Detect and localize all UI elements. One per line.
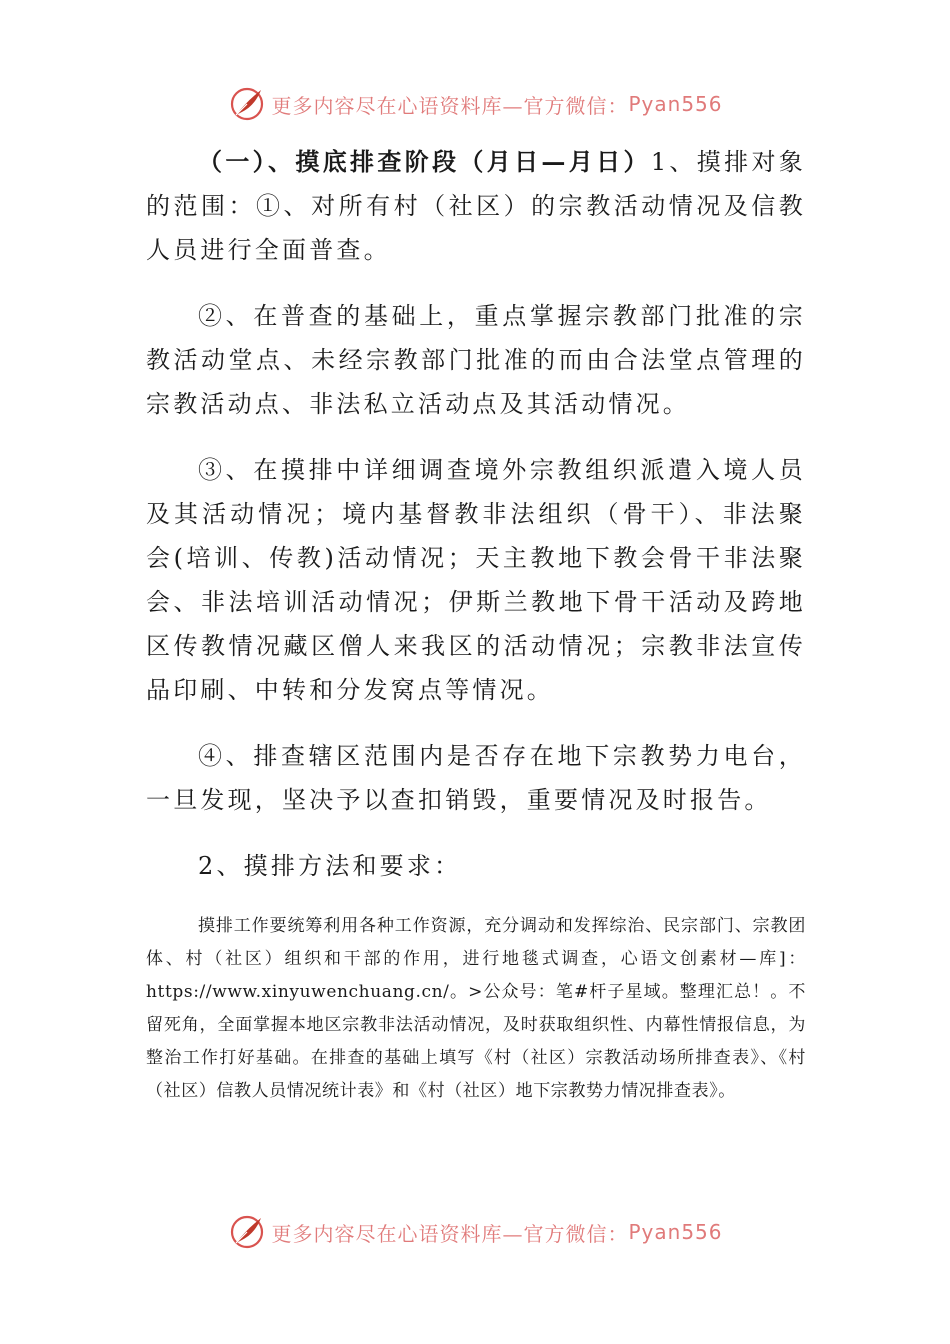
paragraph-5: 2、摸排方法和要求： [198,852,462,880]
paragraph-3: ③、在摸排中详细调查境外宗教组织派遣入境人员及其活动情况；境内基督教非法组织（骨干）、非法聚会(培训、传教)活动情况；天主教地下教会骨干非法聚会、非法培训活动情况；伊斯兰教地下骨干活动及跨地区传教情况藏区僧人来我区的活动情况；宗教非法宣传品印刷、中转和分发窝点等情况。 [146,456,806,704]
watermark-footer [0,1212,950,1252]
paragraph-4: ④、排查辖区范围内是否存在地下宗教势力电台，一旦发现，坚决予以查扣销毁，重要情况及时报告。 [146,742,806,814]
quill-logo-icon [227,1212,267,1252]
watermark-text: 更多内容尽在心语资料库—官方微信： [271,93,629,118]
section-heading: （一）、摸底排查阶段（月日—月日） [198,147,651,176]
watermark-wechat-id: Pyan556 [628,1220,723,1244]
paragraph-6: 摸排工作要统筹利用各种工作资源，充分调动和发挥综治、民宗部门、宗教团体、村（社区）组织和干部的作用，进行地毯式调查，心语文创素材—库]：https://www.xinyuwenchuang.cn/。>公众号：笔#杆子星域。整理汇总！。不留死角，全面掌握本地区宗教非法活动情况，及时获取组织性、内幕性情报信息，为整治工作打好基础。在排查的基础上填写《村（社区）宗教活动场所排查表》、《村（社区）信教人员情况统计表》和《村（社区）地下宗教势力情况排查表》。 [146,916,806,1101]
watermark-wechat-id: Pyan556 [628,92,723,116]
paragraph-1 [146,140,806,272]
document-body [146,140,806,1125]
quill-logo-icon [227,84,267,124]
paragraph-2: ②、在普查的基础上，重点掌握宗教部门批准的宗教活动堂点、未经宗教部门批准的而由合法堂点管理的宗教活动点、非法私立活动点及其活动情况。 [146,302,806,418]
watermark-text: 更多内容尽在心语资料库—官方微信： [271,1221,629,1246]
watermark-header [0,84,950,124]
paragraph-1-text: 1、摸排对象的范围：①、对所有村（社区）的宗教活动情况及信教人员进行全面普查。 [146,148,806,264]
